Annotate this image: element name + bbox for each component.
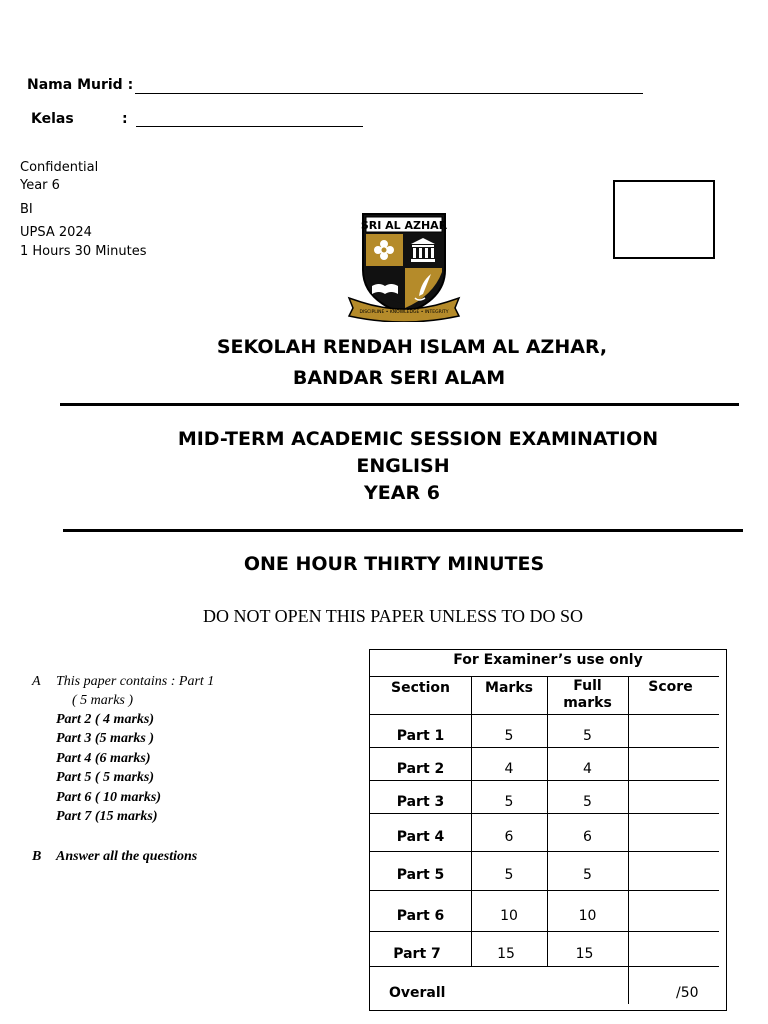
row-marks: 10 xyxy=(500,908,518,924)
instruction-parts-list xyxy=(56,710,161,826)
row-marks: 4 xyxy=(504,761,514,777)
instruction-part-item: Part 2 ( 4 marks) xyxy=(56,712,154,727)
row-full-marks: 5 xyxy=(583,794,592,810)
row-full-marks: 15 xyxy=(575,946,594,962)
instruction-part-item: Part 7 (15 marks) xyxy=(56,809,158,825)
header-score: Score xyxy=(648,679,693,695)
score-box xyxy=(613,180,715,259)
row-section: Part 3 xyxy=(396,794,445,810)
header-full-line2: marks xyxy=(563,695,612,711)
exam-title: MID-TERM ACADEMIC SESSION EXAMINATION xyxy=(177,428,659,450)
overall-value: /50 xyxy=(676,985,699,1001)
instruction-b-letter: B xyxy=(32,849,42,864)
exam-subject: ENGLISH xyxy=(356,455,450,477)
crest-motto: DISCIPLINE • KNOWLEDGE • INTEGRITY xyxy=(359,310,449,315)
row-section: Part 7 xyxy=(393,946,441,962)
header-full-line1: Full xyxy=(573,678,602,694)
instruction-b-text: Answer all the questions xyxy=(56,849,198,864)
header-full-marks xyxy=(547,678,628,712)
meta-year: Year 6 xyxy=(20,178,60,193)
row-full-marks: 6 xyxy=(583,829,592,845)
examiner-score-table xyxy=(369,649,727,1011)
school-crest-logo xyxy=(345,210,463,322)
examiner-table-title: For Examiner’s use only xyxy=(453,652,643,668)
meta-duration: 1 Hours 30 Minutes xyxy=(20,244,147,259)
student-name-field[interactable] xyxy=(135,93,643,94)
row-section: Part 1 xyxy=(396,728,445,744)
row-full-marks: 10 xyxy=(578,908,597,924)
instruction-a-letter: A xyxy=(32,674,41,689)
instruction-a-line1: This paper contains : Part 1 xyxy=(56,674,215,689)
row-section: Part 4 xyxy=(396,829,445,845)
row-full-marks: 5 xyxy=(583,867,592,883)
school-name-line2: BANDAR SERI ALAM xyxy=(292,367,506,389)
instruction-part-item: Part 3 (5 marks ) xyxy=(56,731,154,747)
instruction-part-item: Part 5 ( 5 marks) xyxy=(56,770,154,786)
row-marks: 6 xyxy=(504,829,514,845)
crest-banner-text: SRI AL AZHAR xyxy=(360,219,448,232)
row-marks: 5 xyxy=(504,728,514,744)
meta-exam-code: UPSA 2024 xyxy=(20,225,92,240)
row-marks: 5 xyxy=(504,794,514,810)
instruction-part-item: Part 6 ( 10 marks) xyxy=(56,789,161,805)
divider-top xyxy=(60,403,739,406)
meta-confidential: Confidential xyxy=(20,160,99,175)
class-label: Kelas xyxy=(31,111,74,127)
instruction-part-item: Part 4 (6 marks) xyxy=(56,750,151,766)
exam-year: YEAR 6 xyxy=(364,482,440,504)
do-not-open-notice: DO NOT OPEN THIS PAPER UNLESS TO DO SO xyxy=(202,606,584,626)
row-full-marks: 4 xyxy=(583,761,592,777)
header-marks: Marks xyxy=(485,680,533,696)
row-section: Part 2 xyxy=(396,761,445,777)
meta-subject: BI xyxy=(20,202,33,217)
instruction-a-line2: ( 5 marks ) xyxy=(72,693,134,708)
row-section: Part 6 xyxy=(396,908,445,924)
school-name-line1: SEKOLAH RENDAH ISLAM AL AZHAR, xyxy=(216,336,608,358)
class-field[interactable] xyxy=(136,126,363,127)
divider-bottom xyxy=(63,529,743,532)
overall-label: Overall xyxy=(389,985,446,1001)
row-full-marks: 5 xyxy=(583,728,592,744)
class-colon: : xyxy=(122,111,128,127)
row-marks: 15 xyxy=(497,946,515,962)
row-marks: 5 xyxy=(504,867,514,883)
exam-duration: ONE HOUR THIRTY MINUTES xyxy=(243,553,545,575)
header-section: Section xyxy=(391,680,450,696)
student-name-label: Nama Murid : xyxy=(27,77,134,93)
row-section: Part 5 xyxy=(396,867,445,883)
